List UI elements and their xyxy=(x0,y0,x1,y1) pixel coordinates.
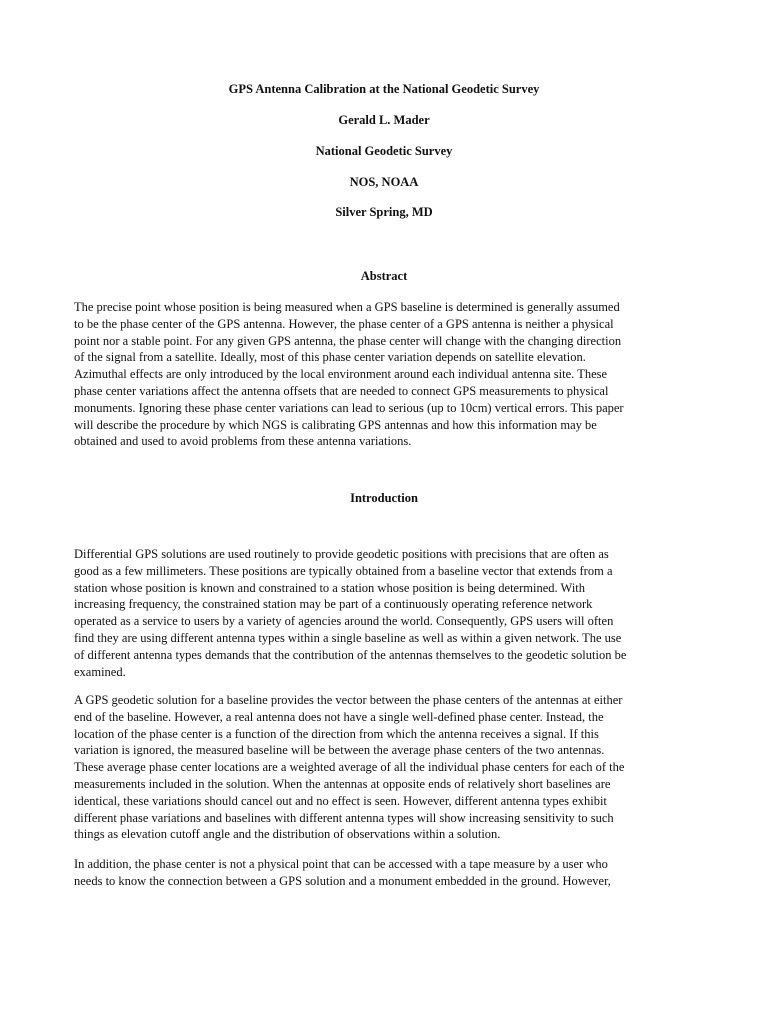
text-line: of different antenna types demands that the contribution of the antennas themselves to the geodetic solution be xyxy=(74,647,627,662)
text-line: A GPS geodetic solution for a baseline provides the vector between the phase centers of the antennas at either xyxy=(74,693,623,707)
text-line: measurements included in the solution. When the antennas at opposite ends of relatively short baselines are xyxy=(74,776,611,791)
text-line: to be the phase center of the GPS antenna. However, the phase center of a GPS antenna is neither a physical xyxy=(74,316,614,331)
text-line: point nor a stable point. For any given GPS antenna, the phase center will change with the changing direction xyxy=(74,333,622,348)
text-line: increasing frequency, the constrained station may be part of a continuously operating reference network xyxy=(74,597,593,612)
paper-title: GPS Antenna Calibration at the National Geodetic Survey xyxy=(228,82,540,96)
text-line: needs to know the connection between a GPS solution and a monument embedded in the ground. However, xyxy=(74,873,611,888)
author-name: Gerald L. Mader xyxy=(338,113,430,127)
author-agency: NOS, NOAA xyxy=(349,175,419,189)
abstract-heading: Abstract xyxy=(360,269,408,283)
text-line: phase center variations affect the antenna offsets that are needed to connect GPS measurements to physical xyxy=(74,383,609,398)
author-location: Silver Spring, MD xyxy=(335,205,433,219)
text-line: location of the phase center is a function of the direction from which the antenna receives a signal. If this xyxy=(74,726,599,741)
text-line: end of the baseline. However, a real antenna does not have a single well-defined phase center. Instead, the xyxy=(74,709,604,724)
text-line: good as a few millimeters. These positions are typically obtained from a baseline vector that extends from a xyxy=(74,563,613,578)
text-line: different phase variations and baselines with different antenna types will show increasing sensitivity to such xyxy=(74,810,614,825)
text-line: obtained and used to avoid problems from these antenna variations. xyxy=(74,434,412,449)
text-line: Azimuthal effects are only introduced by the local environment around each individual antenna site. These xyxy=(74,367,608,382)
text-line: Differential GPS solutions are used routinely to provide geodetic positions with precisions that are often as xyxy=(74,547,609,561)
intro-paragraph-2 xyxy=(74,692,714,843)
text-line: examined. xyxy=(74,664,126,679)
intro-paragraph-3 xyxy=(74,856,714,890)
text-line: variation is ignored, the measured baseline will be between the average phase centers of the two antennas. xyxy=(74,743,605,758)
abstract-paragraph xyxy=(74,299,714,450)
introduction-heading: Introduction xyxy=(350,491,418,505)
text-line: will describe the procedure by which NGS is calibrating GPS antennas and how this information may be xyxy=(74,417,597,432)
text-line: monuments. Ignoring these phase center variations can lead to serious (up to 10cm) vertical errors. This paper xyxy=(74,400,624,415)
text-line: find they are using different antenna types within a single baseline as well as within a given network. The use xyxy=(74,630,622,645)
text-line: In addition, the phase center is not a physical point that can be accessed with a tape measure by a user who xyxy=(74,857,608,871)
intro-paragraph-1 xyxy=(74,546,714,680)
author-organization: National Geodetic Survey xyxy=(315,144,453,158)
text-line: of the signal from a satellite. Ideally, most of this phase center variation depends on satellite elevation. xyxy=(74,350,586,365)
text-line: These average phase center locations are a weighted average of all the individual phase centers for each of the xyxy=(74,760,625,775)
text-line: The precise point whose position is being measured when a GPS baseline is determined is generally assumed xyxy=(74,300,620,314)
text-line: operated as a service to users by a variety of agencies around the world. Consequently, GPS users will often xyxy=(74,614,614,629)
text-line: things as elevation cutoff angle and the distribution of observations within a solution. xyxy=(74,827,501,842)
text-line: identical, these variations should cancel out and no effect is seen. However, different antenna types exhibit xyxy=(74,793,607,808)
text-line: station whose position is known and constrained to a station whose position is being determined. With xyxy=(74,580,586,595)
